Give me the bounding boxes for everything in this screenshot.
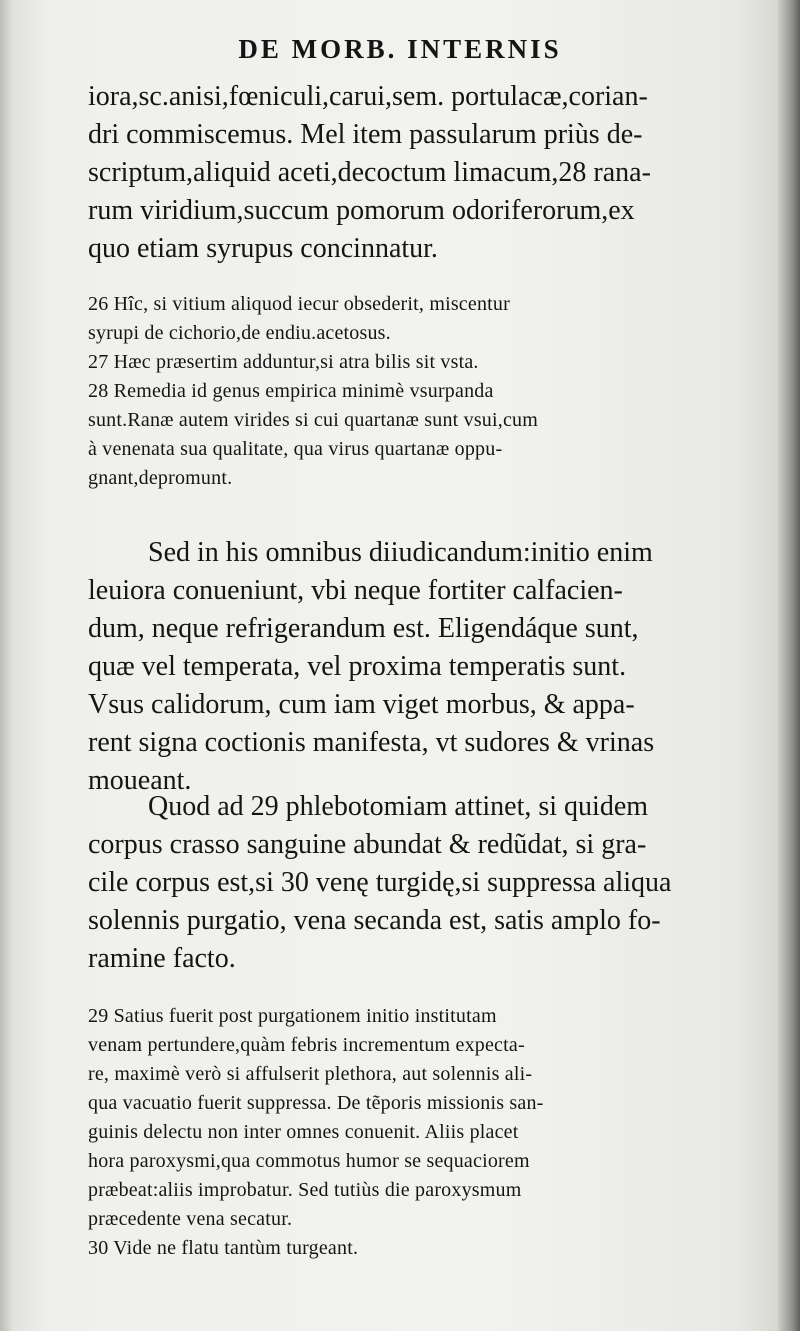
- footnote-30: 30 Vide ne flatu tantùm turgeant.: [88, 1237, 359, 1259]
- text-line: scriptum,aliquid aceti,decoctum limacum,28 rana-: [88, 157, 651, 188]
- book-spine-shadow: [778, 0, 800, 1331]
- text-line: moueant.: [88, 765, 192, 796]
- text-line: corpus crasso sanguine abundat & redũdat, si gra-: [88, 829, 647, 860]
- footnote-line: à venenata sua qualitate, qua virus quartanæ oppu-: [88, 438, 503, 460]
- text-line: Vsus calidorum, cum iam viget morbus, & appa-: [88, 689, 635, 720]
- running-title: DE MORB. INTERNIS: [238, 34, 562, 64]
- paragraph-1: [88, 78, 718, 268]
- text-line: quo etiam syrupus concinnatur.: [88, 233, 438, 264]
- text-line: leuiora conueniunt, vbi neque fortiter calfacien-: [88, 575, 623, 606]
- text-line: rent signa coctionis manifesta, vt sudores & vrinas: [88, 727, 655, 758]
- footnote-line: sunt.Ranæ autem virides si cui quartanæ sunt vsui,cum: [88, 409, 538, 431]
- text-line: Sed in his omnibus diiudicandum:initio enim: [148, 537, 653, 568]
- text-line: quæ vel temperata, vel proxima temperatis sunt.: [88, 651, 627, 682]
- footnote-line: re, maximè verò si affulserit plethora, aut solennis ali-: [88, 1063, 533, 1085]
- footnote-26: 26 Hîc, si vitium aliquod iecur obsederit, miscentur: [88, 293, 510, 315]
- text-line: cile corpus est,si 30 venę turgidę,si suppressa aliqua: [88, 867, 672, 898]
- footnote-line: syrupi de cichorio,de endiu.acetosus.: [88, 322, 391, 344]
- footnote-29: 29 Satius fuerit post purgationem initio institutam: [88, 1005, 497, 1027]
- footnote-line: præbeat:aliis improbatur. Sed tutiùs die paroxysmum: [88, 1179, 522, 1201]
- footnote-line: qua vacuatio fuerit suppressa. De tẽporis missionis san-: [88, 1092, 544, 1114]
- text-line: rum viridium,succum pomorum odoriferorum,ex: [88, 195, 635, 226]
- footnote-27: 27 Hæc præsertim adduntur,si atra bilis sit vsta.: [88, 351, 479, 373]
- footnote-line: guinis delectu non inter omnes conuenit. Aliis placet: [88, 1121, 519, 1143]
- text-line: ramine facto.: [88, 943, 236, 974]
- text-line: iora,sc.anisi,fœniculi,carui,sem. portulacæ,corian-: [88, 81, 648, 112]
- footnotes-26-28: [88, 290, 718, 493]
- footnote-line: hora paroxysmi,qua commotus humor se sequaciorem: [88, 1150, 530, 1172]
- footnote-line: venam pertundere,quàm febris incrementum expecta-: [88, 1034, 525, 1056]
- text-line: dum, neque refrigerandum est. Eligendáque sunt,: [88, 613, 639, 644]
- footnote-line: gnant,depromunt.: [88, 467, 233, 489]
- footnote-28: 28 Remedia id genus empirica minimè vsurpanda: [88, 380, 494, 402]
- footnote-line: præcedente vena secatur.: [88, 1208, 293, 1230]
- page-left-edge: [0, 0, 14, 1331]
- text-line: Quod ad 29 phlebotomiam attinet, si quidem: [148, 791, 649, 822]
- paragraph-2: [88, 534, 718, 800]
- paragraph-3: [88, 788, 718, 978]
- footnotes-29-30: [88, 1002, 718, 1263]
- text-line: dri commiscemus. Mel item passularum priùs de-: [88, 119, 643, 150]
- text-line: solennis purgatio, vena secanda est, satis amplo fo-: [88, 905, 661, 936]
